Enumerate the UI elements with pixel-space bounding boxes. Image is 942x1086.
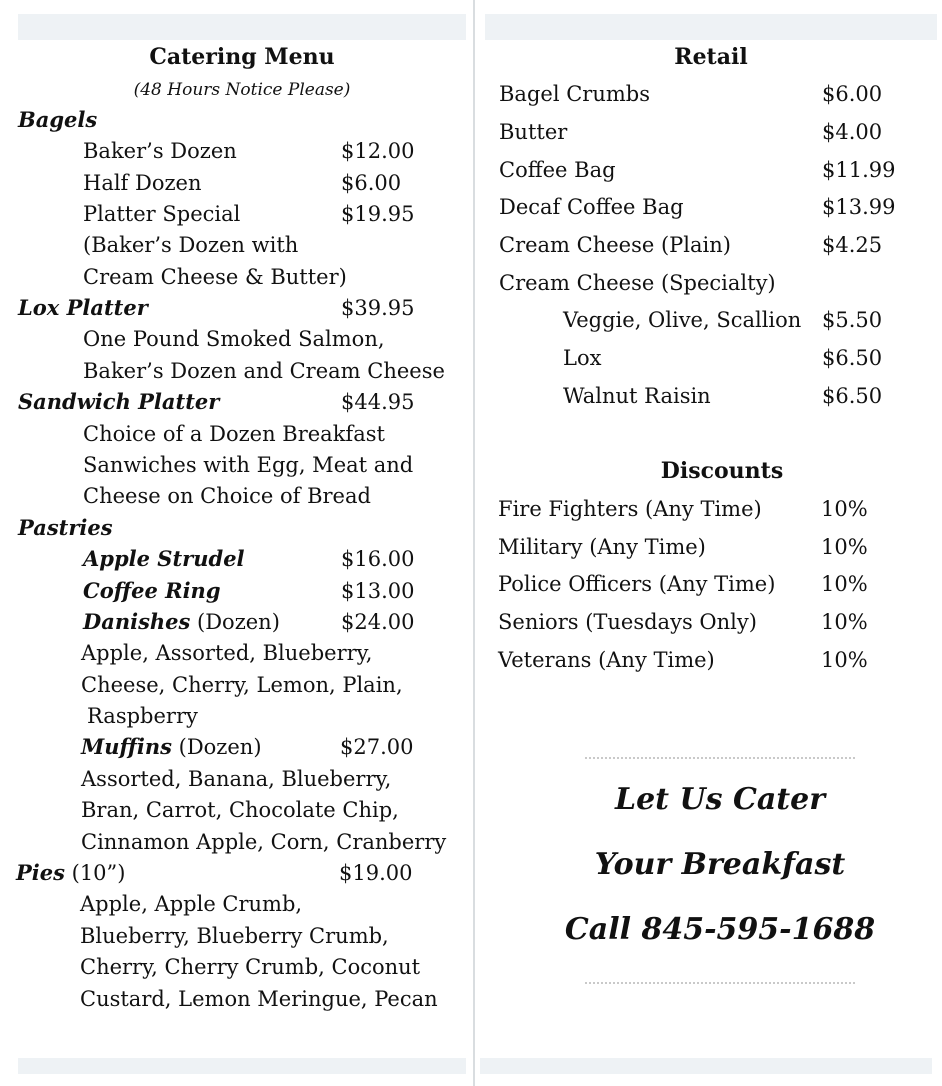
promo-line-2: Your Breakfast [594,847,846,882]
retail-item-price: $13.99 [822,195,896,219]
retail-item-name: Coffee Bag [499,158,616,182]
discount-item-name: Fire Fighters (Any Time) [498,497,762,521]
apple-strudel-name: Apple Strudel [83,546,245,571]
retail-item-price: $4.25 [822,233,883,257]
pies-heading: Pies [16,860,65,885]
retail-item-name: Decaf Coffee Bag [499,195,684,219]
catering-notice: (48 Hours Notice Please) [133,80,351,100]
platter-note: Cream Cheese & Butter) [83,265,347,289]
discount-item-name: Military (Any Time) [498,535,706,559]
sandwich-platter-desc: Cheese on Choice of Bread [83,484,371,508]
pies-price: $19.00 [339,861,413,885]
bottom-band-right [480,1058,932,1074]
bagel-item-name: Platter Special [83,202,241,226]
retail-item-name: Butter [499,120,568,144]
lox-platter-price: $39.95 [341,296,415,320]
sandwich-platter-heading: Sandwich Platter [18,389,220,414]
specialty-item-name: Lox [563,346,602,370]
discounts-title: Discounts [660,458,784,484]
retail-item-name: Cream Cheese (Plain) [499,233,731,257]
promo-top-rule [585,757,855,759]
bagel-item-price: $6.00 [341,171,402,195]
catering-title: Catering Menu [149,44,335,70]
retail-item-name: Bagel Crumbs [499,82,650,106]
specialty-item-price: $5.50 [822,308,883,332]
pies-desc: Blueberry, Blueberry Crumb, [80,924,389,948]
retail-item-price: $4.00 [822,120,883,144]
danishes-desc: Apple, Assorted, Blueberry, [81,641,373,665]
promo-line-1: Let Us Cater [614,782,826,817]
danishes-price: $24.00 [341,610,415,634]
bagels-heading: Bagels [18,107,98,132]
coffee-ring-price: $13.00 [341,579,415,603]
muffins-desc: Cinnamon Apple, Corn, Cranberry [81,830,447,854]
discount-item-name: Police Officers (Any Time) [498,572,776,596]
pies-desc: Apple, Apple Crumb, [80,892,303,916]
specialty-item-name: Veggie, Olive, Scallion [563,308,802,332]
lox-platter-heading: Lox Platter [18,295,148,320]
danishes-desc: Cheese, Cherry, Lemon, Plain, [81,673,403,697]
promo-phone: Call 845-595-1688 [564,912,876,947]
apple-strudel-price: $16.00 [341,547,415,571]
discount-item-pct: 10% [821,572,868,596]
platter-note: (Baker’s Dozen with [83,233,299,257]
danishes-name: Danishes [83,609,191,634]
pies-desc: Cherry, Cherry Crumb, Coconut [80,955,421,979]
muffins-price: $27.00 [340,735,414,759]
muffins-line [81,734,262,760]
specialty-item-name: Walnut Raisin [563,384,711,408]
retail-item-price: $11.99 [822,158,896,182]
specialty-item-price: $6.50 [822,346,883,370]
danishes-qty: (Dozen) [190,610,280,634]
top-band-right [485,14,937,40]
discount-item-pct: 10% [821,610,868,634]
specialty-item-price: $6.50 [822,384,883,408]
lox-platter-desc: Baker’s Dozen and Cream Cheese [83,359,445,383]
danishes-line [83,609,280,635]
sandwich-platter-price: $44.95 [341,390,415,414]
discount-item-name: Seniors (Tuesdays Only) [498,610,757,634]
pastries-heading: Pastries [18,515,113,540]
bagel-item-name: Half Dozen [83,171,202,195]
discount-item-name: Veterans (Any Time) [498,648,715,672]
coffee-ring-name: Coffee Ring [83,578,221,603]
bagel-item-price: $12.00 [341,139,415,163]
pies-line [16,860,125,886]
retail-item-price: $6.00 [822,82,883,106]
pies-size: (10”) [64,861,126,885]
promo-bottom-rule [585,982,855,984]
pies-desc: Custard, Lemon Meringue, Pecan [80,987,438,1011]
sandwich-platter-desc: Choice of a Dozen Breakfast [83,422,385,446]
lox-platter-desc: One Pound Smoked Salmon, [83,327,385,351]
sandwich-platter-desc: Sanwiches with Egg, Meat and [83,453,414,477]
top-band-left [18,14,466,40]
bottom-band-left [18,1058,466,1074]
retail-title: Retail [674,44,748,70]
discount-item-pct: 10% [821,648,868,672]
muffins-desc: Bran, Carrot, Chocolate Chip, [81,798,399,822]
bagel-item-name: Baker’s Dozen [83,139,237,163]
retail-item-name: Cream Cheese (Specialty) [499,271,776,295]
muffins-desc: Assorted, Banana, Blueberry, [81,767,392,791]
page-fold-divider [473,0,475,1086]
danishes-desc: Raspberry [87,704,198,728]
muffins-name: Muffins [81,734,172,759]
discount-item-pct: 10% [821,497,868,521]
muffins-qty: (Dozen) [171,735,262,759]
discount-item-pct: 10% [821,535,868,559]
bagel-item-price: $19.95 [341,202,415,226]
